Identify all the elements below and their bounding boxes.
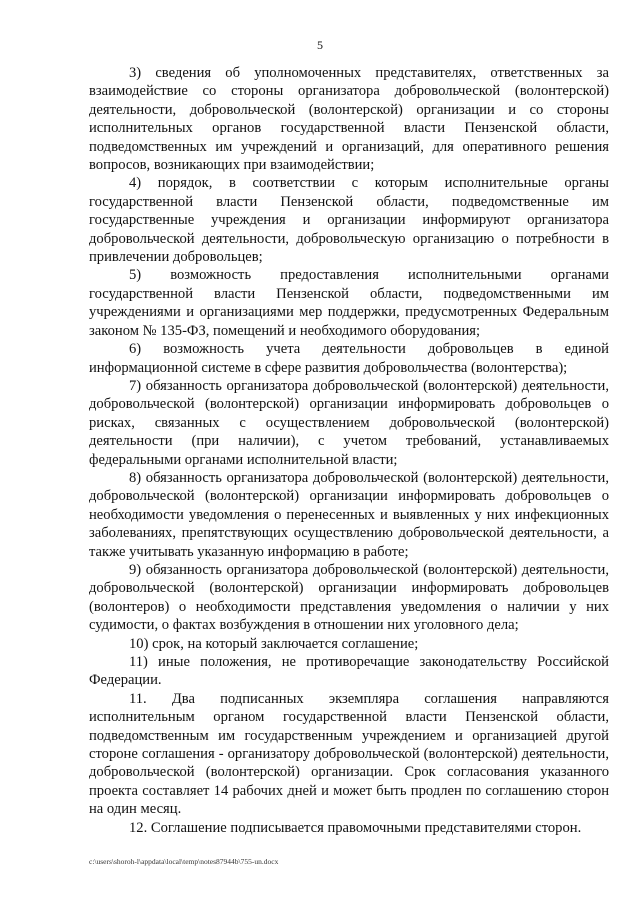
paragraph-clause-11: 11. Два подписанных экземпляра соглашения направляются исполнительным органом государственной власти Пензенской области, подведомственным им государственным учреждением и организацией другой стороне соглашения - организатору добровольческой (волонтерской) деятельности, добровольческой (волонтерской) организации. Срок согласования указанного проекта составляет 14 рабочих дней и может быть продлен по соглашению сторон на один месяц. xyxy=(89,690,609,818)
page-number: 5 xyxy=(317,38,323,52)
paragraph-item-6: 6) возможность учета деятельности добровольцев в единой информационной системе в сфере развития добровольчества (волонтерства); xyxy=(89,341,609,376)
paragraph-item-9: 9) обязанность организатора добровольческой (волонтерской) деятельности, добровольческой (волонтерской) организации информировать добровольцев (волонтеров) о необходимости представления уведомления о наличии у них судимости, о фактах возбуждения в отношении них уголовного дела; xyxy=(89,561,609,634)
paragraph-clause-12: 12. Соглашение подписывается правомочными представителями сторон. xyxy=(129,819,582,836)
document-body xyxy=(89,64,609,837)
paragraph-item-5: 5) возможность предоставления исполнительными органами государственной власти Пензенской области, подведомственными им учреждениями и организациями мер поддержки, предусмотренных Федеральным законом № 135-ФЗ, помещений и необходимого оборудования; xyxy=(89,267,609,339)
paragraph-item-11: 11) иные положения, не противоречащие законодательству Российской Федерации. xyxy=(89,654,609,689)
footer-file-path: c:\users\shoroh-l\appdata\local\temp\notes87944b\755-un.docx xyxy=(89,857,279,866)
paragraph-item-7: 7) обязанность организатора добровольческой (волонтерской) деятельности, добровольческой (волонтерской) организации информировать добровольцев о рисках, связанных с осуществлением добровольческой (волонтерской) деятельности (при наличии), с учетом требований, устанавливаемых федеральными органами исполнительной власти; xyxy=(89,377,609,468)
paragraph-item-4: 4) порядок, в соответствии с которым исполнительные органы государственной власти Пензенской области, подведомственные им государственные учреждения и организации информируют организатора добровольческой деятельности, добровольческую организацию о потребности в привлечении добровольцев; xyxy=(89,175,609,266)
paragraph-item-3: 3) сведения об уполномоченных представителях, ответственных за взаимодействие со стороны организатора добровольческой (волонтерской) деятельности, добровольческой (волонтерской) организации и со стороны исполнительных органов государственной власти Пензенской области, подведомственных им учреждений и организаций, для оперативного решения вопросов, возникающих при взаимодействии; xyxy=(89,65,609,174)
paragraph-item-10: 10) срок, на который заключается соглашение; xyxy=(129,635,419,652)
paragraph-item-8: 8) обязанность организатора добровольческой (волонтерской) деятельности, добровольческой (волонтерской) организации информировать добровольцев о необходимости уведомления о перенесенных и выявленных у них инфекционных заболеваниях, препятствующих осуществлению добровольческой деятельности, а также учитывать указанную информацию в работе; xyxy=(89,469,609,560)
